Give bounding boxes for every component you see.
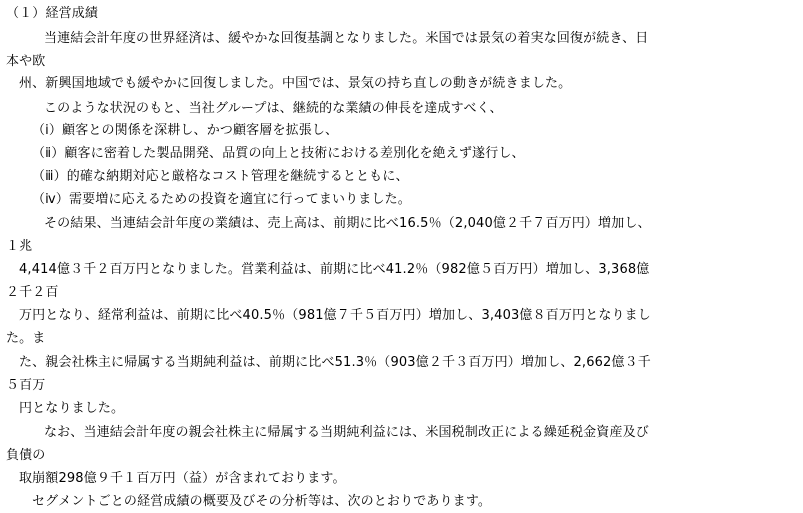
- paragraph-line: その結果、当連結会計年度の業績は、売上高は、前期に比べ16.5％（2,040億２千７百万円）増加し、: [44, 216, 651, 231]
- paragraph-line: このような状況のもと、当社グループは、継続的な業績の伸長を達成すべく、: [44, 101, 503, 116]
- closing-line: セグメントごとの経営成績の概要及びその分析等は、次のとおりであります。: [32, 494, 492, 509]
- list-item: （ⅱ）顧客に密着した製品開発、品質の向上と技術における差別化を絶えず遂行し、: [32, 146, 525, 161]
- paragraph-line: １兆: [6, 239, 33, 254]
- paragraph-line: た。ま: [6, 331, 46, 346]
- paragraph-line: 州、新興国地域でも緩やかに回復しました。中国では、景気の持ち直しの動きが続きました。: [19, 76, 572, 91]
- section-heading: （１）経営成績: [6, 6, 99, 21]
- paragraph-line: 当連結会計年度の世界経済は、緩やかな回復基調となりました。米国では景気の着実な回復が続き、日: [44, 31, 649, 46]
- paragraph-line: 4,414億３千２百万円となりました。営業利益は、前期に比べ41.2％（982億５百万円）増加し、3,368億: [19, 262, 650, 277]
- paragraph-line: 負債の: [6, 448, 46, 463]
- paragraph-line: なお、当連結会計年度の親会社株主に帰属する当期純利益には、米国税制改正による繰延税金資産及び: [44, 425, 649, 440]
- list-item: （ⅲ）的確な納期対応と厳格なコスト管理を継続するとともに、: [32, 169, 409, 184]
- paragraph-line: 円となりました。: [19, 401, 125, 416]
- paragraph-line: ５百万: [6, 378, 46, 393]
- list-item: （ⅰ）顧客との関係を深耕し、かつ顧客層を拡張し、: [32, 123, 339, 138]
- paragraph-line: 取崩額298億９千１百万円（益）が含まれております。: [19, 471, 346, 486]
- paragraph-line: 万円となり、経常利益は、前期に比べ40.5％（981億７千５百万円）増加し、3,403億８百万円となりまし: [19, 308, 651, 323]
- paragraph-line: ２千２百: [6, 285, 59, 300]
- paragraph-line: た、親会社株主に帰属する当期純利益は、前期に比べ51.3％（903億２千３百万円）増加し、2,662億３千: [19, 355, 651, 370]
- paragraph-line: 本や欧: [6, 54, 46, 69]
- list-item: （ⅳ）需要増に応えるための投資を適宜に行ってまいりました。: [32, 192, 411, 207]
